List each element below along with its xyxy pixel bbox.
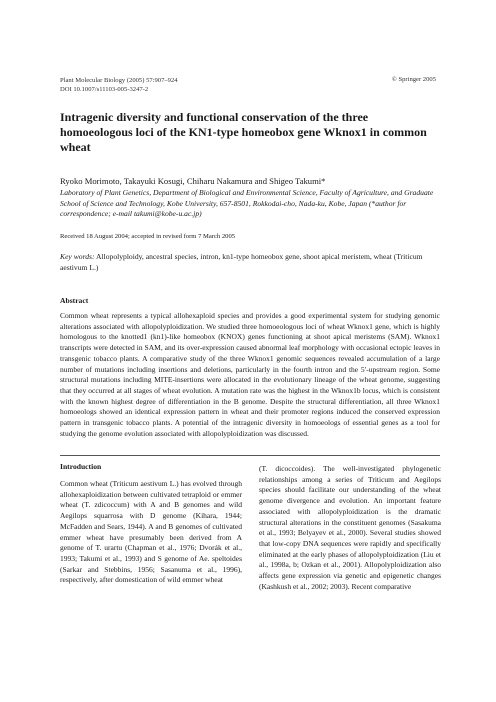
journal-citation: Plant Molecular Biology (2005) 57:907–924 — [60, 77, 178, 84]
keywords-label: Key words: — [60, 252, 95, 261]
keywords — [60, 252, 440, 273]
doi: DOI 10.1007/s11103-005-3247-2 — [60, 86, 149, 93]
keywords-text: Allopolyploidy, ancestral species, intron, kn1-type homeobox gene, shoot apical meristem, wheat (Triticum aestivum L.) — [60, 252, 423, 272]
journal-header — [60, 76, 178, 94]
introduction-heading: Introduction — [60, 462, 102, 471]
introduction-right-column: (T. dicoccoides). The well-investigated phylogenetic relationships among a series of Triticum and Aegilops species should facilitate our understanding of the wheat genome divergence and evolution. An important feature associated with allopolyploidization is the dramatic structural alterations in the constituent genomes (Sasakuma et al., 1993; Belyayev et al., 2000). Several studies showed that low-copy DNA sequences were rapidly and specifically eliminated at the early phases of allopolyploidization (Liu et al., 1998a, b; Ozkan et al., 2001). Allopolyploidization also affects gene expression via genetic and epigenetic changes (Kashkush et al., 2002; 2003). Recent comparative — [259, 464, 441, 591]
affiliation: Laboratory of Plant Genetics, Department of Biological and Environmental Science, Faculty of Agriculture, and Graduate School of Science and Technology, Kobe University, 657-8501, Rokkodai-cho, Nada-ku, Kobe, Japan (*author for correspondence; e-mail takumi@kobe-u.ac.jp) — [60, 188, 434, 219]
introduction-left-column: Common wheat (Triticum aestivum L.) has evolved through allohexaploidization between cultivated tetraploid or emmer wheat (T. zdicoccum) with A and B genomes and wild Aegilops squarrosa with D genome (Kihara, 1944; McFadden and Sears, 1944). A and B genomes of cultivated emmer wheat have presumably been derived from A genome of T. urartu (Chapman et al., 1976; Dvorák et al., 1993; Takumi et al., 1993) and S genome of Ae. speltoides (Sarkar and Stebbins, 1956; Sasanuma et al., 1996), respectively, after domestication of wild emmer wheat — [60, 479, 242, 585]
abstract-text: Common wheat represents a typical allohexaploid species and provides a good experimental system for studying genomic alterations associated with allopolyploidization. We studied three homoeologous loci of wheat Wknox1 gene, which is highly homologous to the knotted1 (kn1)-like homeobox (KNOX) genes functioning at shoot apical meristems (SAM). Wknox1 transcripts were detected in SAM, and its over-expression caused abnormal leaf morphology with occasional ectopic leaves in transgenic tobacco plants. A comparative study of the three Wknox1 genomic sequences revealed accumulation of a large number of mutations including insertions and deletions, particularly in the fourth intron and the 5′-upstream region. Some structural mutations including MITE-insertions were allocated in the evolutionary lineage of the wheat genome, suggesting that they occurred at all stages of wheat evolution. A mutation rate was the highest in the Wknox1b locus, which is consistent with the known highest degree of differentiation in the B genome. Despite the structural differentiation, all three Wknox1 homoeologs showed an identical expression pattern in wheat and their promoter regions induced the conserved expression pattern in transgenic tobacco plants. A potential of the intragenic diversity in homoeologs of essential genes as a tool for studying the genome evolution associated with allopolyploidization was discussed. — [60, 311, 440, 438]
article-title: Intragenic diversity and functional conservation of the three homoeologous loci of the KN1-type homeobox gene Wknox1 in common wheat — [60, 110, 427, 154]
author-list: Ryoko Morimoto, Takayuki Kosugi, Chiharu Nakamura and Shigeo Takumi* — [60, 176, 326, 186]
section-divider — [60, 455, 440, 456]
received-dates: Received 18 August 2004; accepted in revised form 7 March 2005 — [60, 233, 236, 240]
copyright-notice: © Springer 2005 — [391, 76, 436, 83]
abstract-heading: Abstract — [60, 296, 89, 305]
